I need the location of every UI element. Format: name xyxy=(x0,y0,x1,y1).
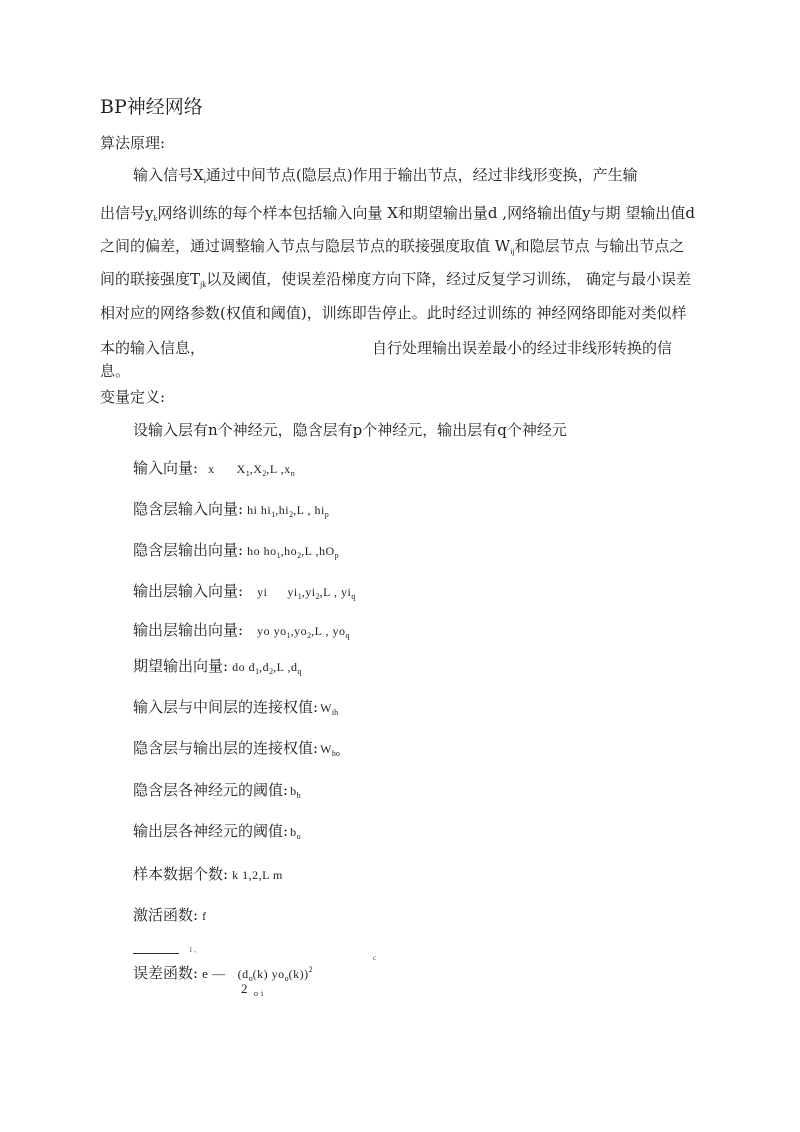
def-weight-input-hidden: 输入层与中间层的连接权值: $W_{ih}$ xyxy=(133,698,339,717)
fraction-rule xyxy=(133,953,179,954)
formula-small-mark-1: 1 , xyxy=(189,946,196,954)
def-output-threshold: 输出层各神经元的阈值: $b_o$ xyxy=(133,822,301,841)
principle-line-3: 之间的偏差，通过调整输入节点与隐层节点的联接强度取值 $W_{ij}$和隐层节点 与输出节点之 xyxy=(100,237,685,256)
def-sample-count: 样本数据个数: k 1,2,L m xyxy=(133,865,283,883)
principle-line-1: 输入信号$X_i$通过中间节点(隐层点)作用于输出节点，经过非线形变换，产生输 xyxy=(133,166,638,185)
principle-line-5: 相对应的网络参数(权值和阈值)，训练即告停止。此时经过训练的 神经网络即能对类似样 xyxy=(100,304,687,322)
def-output-output-vector: 输出层输出向量: yo $yo_1,yo_2,L$ , $yo_q$ xyxy=(133,621,350,640)
def-hidden-input-vector: 隐含层输入向量: hi $hi_1,hi_2,L$ , $hi_p$ xyxy=(133,500,329,519)
section-heading-definitions: 变量定义: xyxy=(100,388,166,406)
def-expected-output-vector: 期望输出向量: do $d_1,d_2,L$ $,d_q$ xyxy=(133,657,302,676)
formula-denominator: 2 $_{o i}$ xyxy=(241,981,264,998)
def-error-function: 误差函数: e — ($d_o(k)$ $yo_o(k))^2$ xyxy=(133,964,313,983)
section-heading-principle: 算法原理: xyxy=(100,134,166,152)
principle-line-2: 出信号$y_k$网络训练的每个样本包括输入向量 X和期望输出量d ,网络输出值y与期 望输出值d xyxy=(100,204,695,223)
document-title: BP神经网络 xyxy=(100,96,203,118)
def-output-input-vector: 输出层输入向量: yi $yi_1,yi_2,L$ , $yi_q$ xyxy=(133,582,356,601)
principle-line-6b: 自行处理输出误差最小的经过非线形转换的信 xyxy=(372,339,673,357)
def-activation-function: 激活函数: f xyxy=(133,906,207,924)
principle-line-7: 息。 xyxy=(100,362,131,380)
def-hidden-output-vector: 隐含层输出向量: ho $ho_1,ho_2,L$ $,hO_p$ xyxy=(133,541,339,560)
def-weight-hidden-output: 隐含层与输出层的连接权值: $W_{ho}$ xyxy=(133,739,340,758)
principle-line-6a: 本的输入信息， xyxy=(100,339,206,357)
definitions-intro: 设输入层有n个神经元，隐含层有p个神经元，输出层有q个神经元 xyxy=(133,421,567,439)
principle-line-4: 间的联接强度$T_{jk}$以及阈值，使误差沿梯度方向下降，经过反复学习训练， 确定与最小误差 xyxy=(100,270,692,289)
def-input-vector: 输入向量: x $X_1,X_2,L$ $,x_n$ xyxy=(133,459,295,478)
formula-small-mark-2: c xyxy=(373,954,377,962)
def-hidden-threshold: 隐含层各神经元的阈值: $b_h$ xyxy=(133,781,301,800)
